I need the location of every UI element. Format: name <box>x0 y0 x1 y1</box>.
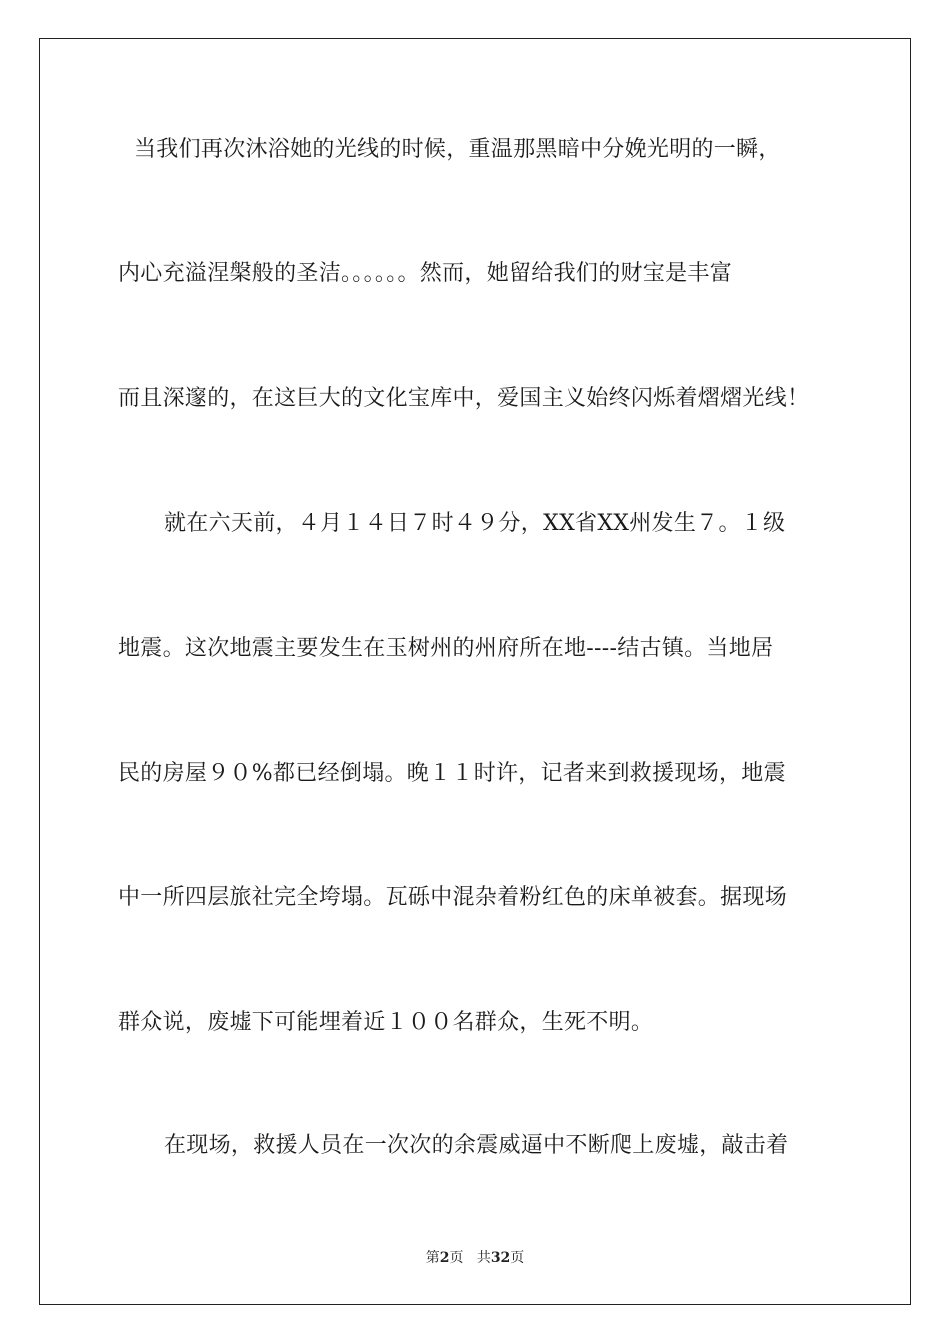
body-line-5: 地震。这次地震主要发生在玉树州的州府所在地----结古镇。当地居 <box>118 636 774 661</box>
page-border <box>39 38 911 1305</box>
total-page-count: 32 <box>490 1250 511 1266</box>
body-line-4: 就在六天前，４月１４日７时４９分，XX省XX州发生７。１级 <box>164 511 786 536</box>
body-line-8: 群众说，废墟下可能埋着近１００名群众，生死不明。 <box>118 1010 654 1035</box>
page-prefix: 第 <box>425 1250 440 1266</box>
body-line-9: 在现场，救援人员在一次次的余震威逼中不断爬上废墟，敲击着 <box>164 1133 789 1158</box>
total-prefix: 共 <box>476 1250 491 1266</box>
body-line-3: 而且深邃的，在这巨大的文化宝库中，爱国主义始终闪烁着熠熠光线！ <box>118 386 810 411</box>
current-page-number: 2 <box>439 1250 450 1266</box>
body-line-1: 当我们再次沐浴她的光线的时候，重温那黑暗中分娩光明的一瞬， <box>134 137 781 162</box>
total-suffix: 页 <box>510 1250 525 1266</box>
page-suffix: 页 <box>449 1250 464 1266</box>
body-line-7: 中一所四层旅社完全垮塌。瓦砾中混杂着粉红色的床单被套。据现场 <box>118 885 788 910</box>
body-line-6: 民的房屋９０%都已经倒塌。晚１１时许，记者来到救援现场，地震 <box>118 761 786 786</box>
body-line-2: 内心充溢涅槃般的圣洁。。。。。。然而，她留给我们的财宝是丰富 <box>118 261 733 286</box>
page-number-footer <box>0 1247 950 1267</box>
